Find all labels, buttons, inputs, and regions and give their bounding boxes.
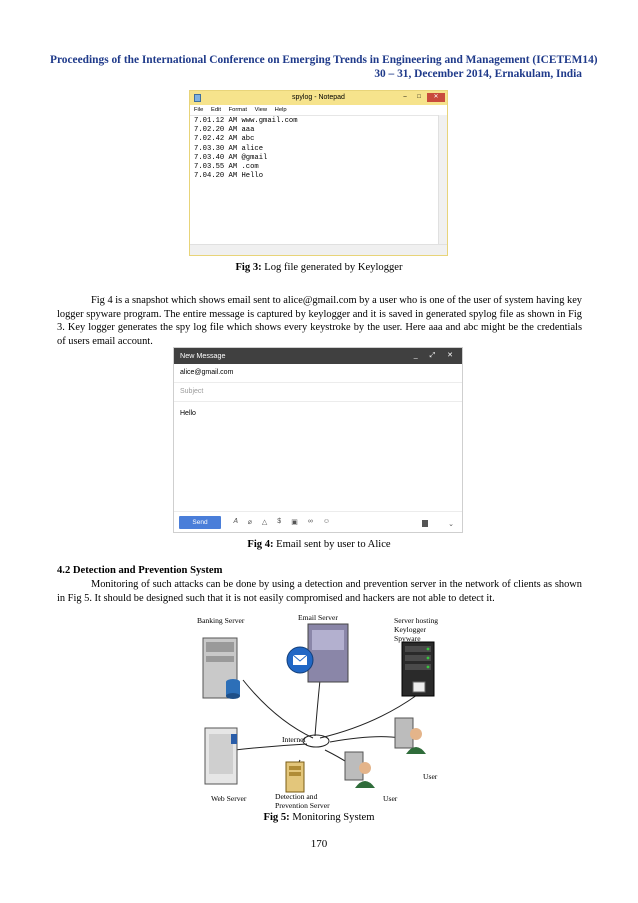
menu-edit[interactable]: Edit bbox=[210, 107, 221, 113]
page-number: 170 bbox=[310, 838, 328, 850]
photo-icon[interactable]: ▣ bbox=[291, 519, 298, 526]
log-line: 7.03.30 AM alice bbox=[194, 144, 264, 153]
send-button[interactable]: Send bbox=[179, 516, 221, 529]
fig4-caption bbox=[0, 539, 638, 550]
emoji-icon[interactable]: ☺ bbox=[322, 518, 330, 525]
close-icon[interactable]: ✕ bbox=[427, 93, 445, 102]
to-field[interactable]: alice@gmail.com bbox=[174, 364, 462, 383]
fig3-caption bbox=[0, 262, 638, 273]
user-center-icon bbox=[345, 752, 375, 788]
notepad-title: spylog - Notepad bbox=[292, 94, 345, 101]
compose-title: New Message bbox=[180, 351, 226, 360]
log-line: 7.02.42 AM abc bbox=[194, 135, 255, 144]
compose-titlebar bbox=[174, 348, 462, 364]
link-web bbox=[235, 744, 307, 750]
attach-icon[interactable]: ⌀ bbox=[247, 519, 252, 526]
fig4-label: Fig 4: bbox=[247, 539, 274, 550]
internet-cloud bbox=[303, 735, 329, 747]
formatting-icon[interactable]: 𝐴 bbox=[233, 518, 238, 525]
horizontal-scrollbar[interactable] bbox=[190, 244, 447, 255]
vertical-scrollbar[interactable] bbox=[438, 115, 447, 245]
menu-file[interactable]: File bbox=[194, 107, 204, 113]
paragraph-2-text: Monitoring of such attacks can be done by using a detection and prevention server in the network of clients as shown in Fig 5. It should be designed such that it is not easily compromised and hackers are not able to detect it. bbox=[57, 579, 582, 604]
menu-view[interactable]: View bbox=[254, 107, 268, 113]
label-spyware-line-3: Spyware bbox=[394, 634, 421, 643]
subject-field[interactable]: Subject bbox=[174, 383, 462, 402]
label-user-right: User bbox=[423, 772, 438, 781]
label-spyware-server bbox=[394, 616, 438, 643]
dollar-icon[interactable]: $ bbox=[277, 518, 282, 525]
link-banking bbox=[243, 680, 313, 738]
drive-icon[interactable]: △ bbox=[261, 519, 268, 526]
notepad-screenshot bbox=[189, 90, 448, 256]
paragraph-monitoring bbox=[57, 578, 582, 605]
log-line: 7.01.12 AM www.gmail.com bbox=[194, 117, 298, 125]
fig5-label: Fig 5: bbox=[263, 812, 290, 823]
fig3-text: Log file generated by Keylogger bbox=[261, 262, 403, 273]
fig4-text: Email sent by user to Alice bbox=[273, 539, 391, 550]
compose-window-controls[interactable]: _ ⤢ ✕ bbox=[413, 352, 458, 359]
detection-prevention-server-icon bbox=[286, 762, 304, 792]
log-line: 7.03.55 AM .com bbox=[194, 163, 259, 172]
log-line: 7.04.20 AM Hello bbox=[194, 172, 264, 181]
spyware-server-icon bbox=[402, 642, 434, 696]
label-email-server: Email Server bbox=[298, 613, 338, 622]
compose-toolbar bbox=[174, 511, 462, 532]
notepad-icon bbox=[194, 94, 201, 102]
user-right-icon bbox=[395, 718, 426, 754]
compose-tools bbox=[233, 518, 330, 526]
label-banking-server: Banking Server bbox=[197, 616, 245, 625]
label-internet: Internet bbox=[282, 735, 306, 744]
message-body[interactable]: Hello bbox=[180, 410, 196, 417]
menu-help[interactable]: Help bbox=[274, 107, 287, 113]
label-user-center: User bbox=[383, 794, 398, 803]
label-web-server: Web Server bbox=[211, 794, 247, 803]
label-dps-line-1: Detection and bbox=[275, 792, 318, 801]
web-server-icon bbox=[205, 728, 237, 784]
trash-icon[interactable] bbox=[422, 520, 428, 527]
monitoring-network-diagram bbox=[195, 610, 455, 810]
paragraph-fig4-description bbox=[57, 294, 582, 348]
menu-format[interactable]: Format bbox=[228, 107, 247, 113]
maximize-icon[interactable]: □ bbox=[417, 94, 421, 100]
section-heading: 4.2 Detection and Prevention System bbox=[57, 565, 223, 576]
fig5-caption bbox=[0, 812, 638, 823]
notepad-text-area[interactable] bbox=[190, 115, 439, 245]
fig5-text: Monitoring System bbox=[289, 812, 375, 823]
link-user-right bbox=[330, 737, 400, 742]
notepad-titlebar bbox=[190, 91, 447, 105]
email-server-icon bbox=[287, 624, 348, 682]
paragraph-1-text: Fig 4 is a snapshot which shows email sent to alice@gmail.com by a user who is one of the user of system having key logger spyware program. The entire message is captured by keylogger and it is saved in generated spylog file as shown in Fig 3. Key logger generates the spy log file which shows every keystroke by the user. Here aaa and abc might be the credentials of users email account. bbox=[57, 295, 582, 347]
link-email bbox=[315, 680, 320, 736]
label-spyware-line-1: Server hosting bbox=[394, 616, 439, 625]
link-icon[interactable]: ∞ bbox=[307, 518, 313, 525]
label-spyware-line-2: Keylogger bbox=[394, 625, 427, 634]
label-dps-line-2: Prevention Server bbox=[275, 801, 330, 810]
email-compose-screenshot bbox=[173, 347, 463, 533]
label-dps bbox=[275, 792, 330, 810]
header-line-1: Proceedings of the International Conference on Emerging Trends in Engineering and Management (ICETEM14) bbox=[50, 54, 598, 66]
notepad-window-controls bbox=[399, 93, 445, 102]
log-line: 7.03.40 AM @gmail bbox=[194, 153, 268, 162]
banking-server-icon bbox=[203, 638, 240, 699]
fig3-label: Fig 3: bbox=[235, 262, 262, 273]
header-line-2: 30 – 31, December 2014, Ernakulam, India bbox=[374, 68, 582, 80]
log-line: 7.02.20 AM aaa bbox=[194, 126, 255, 135]
minimize-icon[interactable]: – bbox=[403, 94, 407, 100]
more-options-icon[interactable]: ⌄ bbox=[448, 521, 454, 528]
network-links bbox=[235, 680, 417, 776]
